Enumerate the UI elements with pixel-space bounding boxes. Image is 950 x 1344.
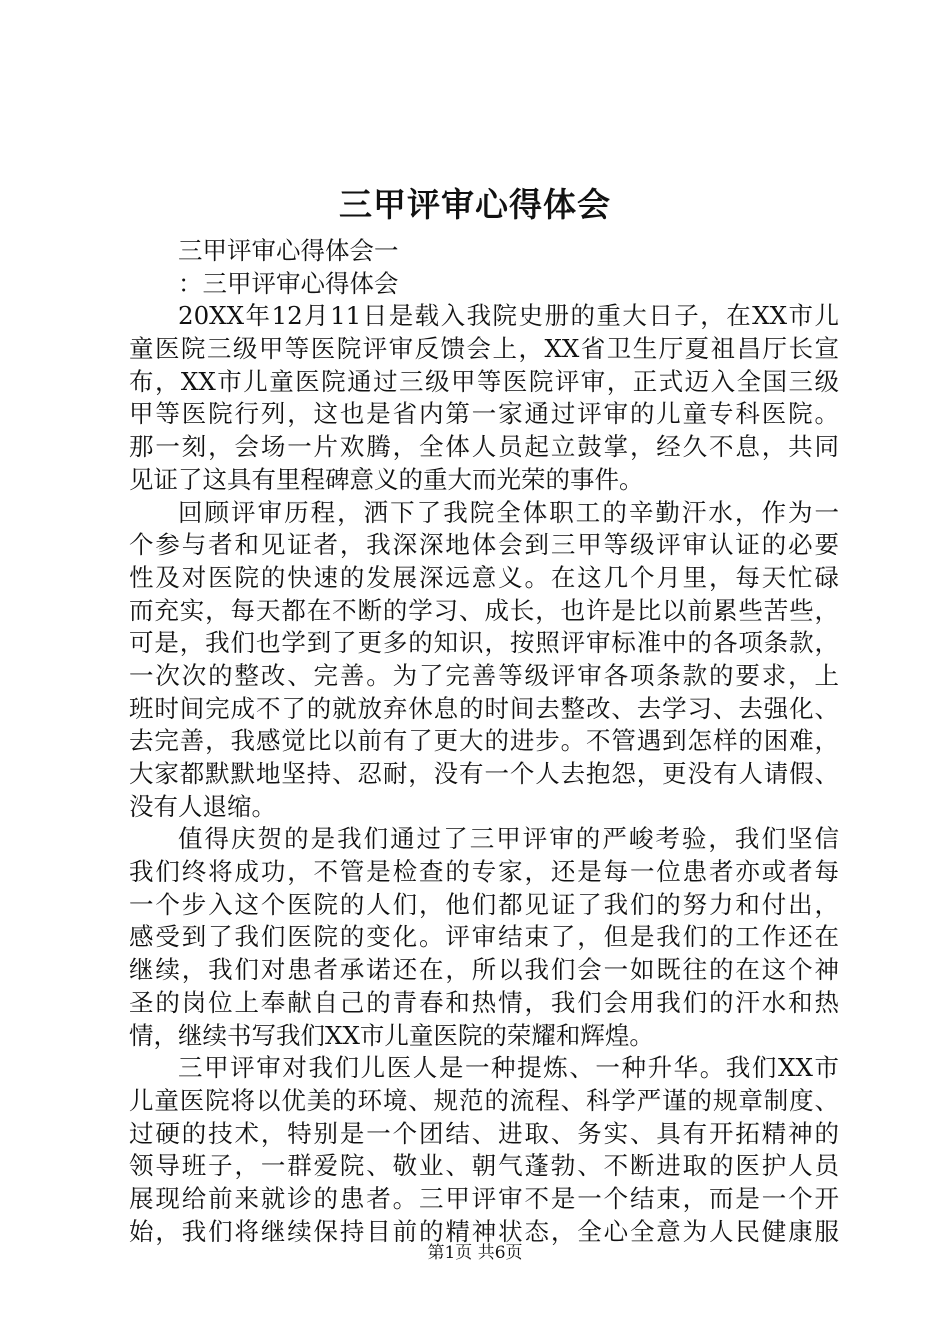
text-line: 个参与者和见证者，我深深地体会到三甲等级评审认证的必要 [129,530,839,560]
text-line: 童医院三级甲等医院评审反馈会上，XX省卫生厅夏祖昌厅长宣 [129,334,839,364]
text-line: 展现给前来就诊的患者。三甲评审不是一个结束，而是一个开 [129,1183,839,1213]
text-line: 一个步入这个医院的人们，他们都见证了我们的努力和付出， [129,889,839,919]
text-line: 领导班子，一群爱院、敬业、朝气蓬勃、不断进取的医护人员 [129,1151,839,1181]
text-line: 圣的岗位上奉献自己的青春和热情，我们会用我们的汗水和热 [129,987,839,1017]
text-line: 那一刻，会场一片欢腾，全体人员起立鼓掌，经久不息，共同 [129,432,839,462]
document-title: 三甲评审心得体会 [339,185,611,224]
paragraph-2 [129,497,839,824]
text-line: 见证了这具有里程碑意义的重大而光荣的事件。 [129,464,644,494]
document-body [129,235,839,1248]
text-line: 情，继续书写我们XX市儿童医院的荣耀和辉煌。 [129,1020,654,1050]
text-line: 我们终将成功，不管是检查的专家，还是每一位患者亦或者每 [129,857,839,887]
subheading-line: ：三甲评审心得体会 [178,268,399,298]
text-line: 去完善，我感觉比以前有了更大的进步。不管遇到怎样的困难， [129,726,839,756]
text-line: 可是，我们也学到了更多的知识，按照评审标准中的各项条款， [129,628,839,658]
text-line: 没有人退缩。 [129,791,276,821]
subtitle-line: 三甲评审心得体会一 [178,236,399,265]
text-line: 20XX年12月11日是载入我院史册的重大日子，在XX市儿 [178,301,839,331]
text-line: 一次次的整改、完善。为了完善等级评审各项条款的要求，上 [129,660,839,690]
paragraph-3 [129,823,839,1052]
text-line: 三甲评审对我们儿医人是一种提炼、一种升华。我们XX市 [178,1053,839,1083]
text-line: 而充实，每天都在不断的学习、成长，也许是比以前累些苦些， [129,595,839,625]
text-line: 儿童医院将以优美的环境、规范的流程、科学严谨的规章制度、 [129,1085,839,1115]
text-line: 大家都默默地坚持、忍耐，没有一个人去抱怨，更没有人请假、 [129,759,839,788]
text-line: 感受到了我们医院的变化。评审结束了，但是我们的工作还在 [129,922,839,952]
text-line: 班时间完成不了的就放弃休息的时间去整改、去学习、去强化、 [129,693,839,723]
paragraph-4 [129,1052,839,1248]
text-line: 回顾评审历程，洒下了我院全体职工的辛勤汗水，作为一 [178,497,839,527]
paragraph-1 [129,300,839,496]
text-line: 过硬的技术，特别是一个团结、进取、务实、具有开拓精神的 [129,1118,839,1148]
text-line: 性及对医院的快速的发展深远意义。在这几个月里，每天忙碌 [129,562,839,592]
page-number-footer: 第1页 共6页 [427,1243,523,1263]
text-line: 值得庆贺的是我们通过了三甲评审的严峻考验，我们坚信 [178,824,839,854]
text-line: 继续，我们对患者承诺还在，所以我们会一如既往的在这个神 [129,955,839,985]
text-line: 甲等医院行列，这也是省内第一家通过评审的儿童专科医院。 [129,399,839,429]
text-line: 始，我们将继续保持目前的精神状态，全心全意为人民健康服 [129,1216,839,1246]
text-line: 布，XX市儿童医院通过三级甲等医院评审，正式迈入全国三级 [129,366,839,396]
